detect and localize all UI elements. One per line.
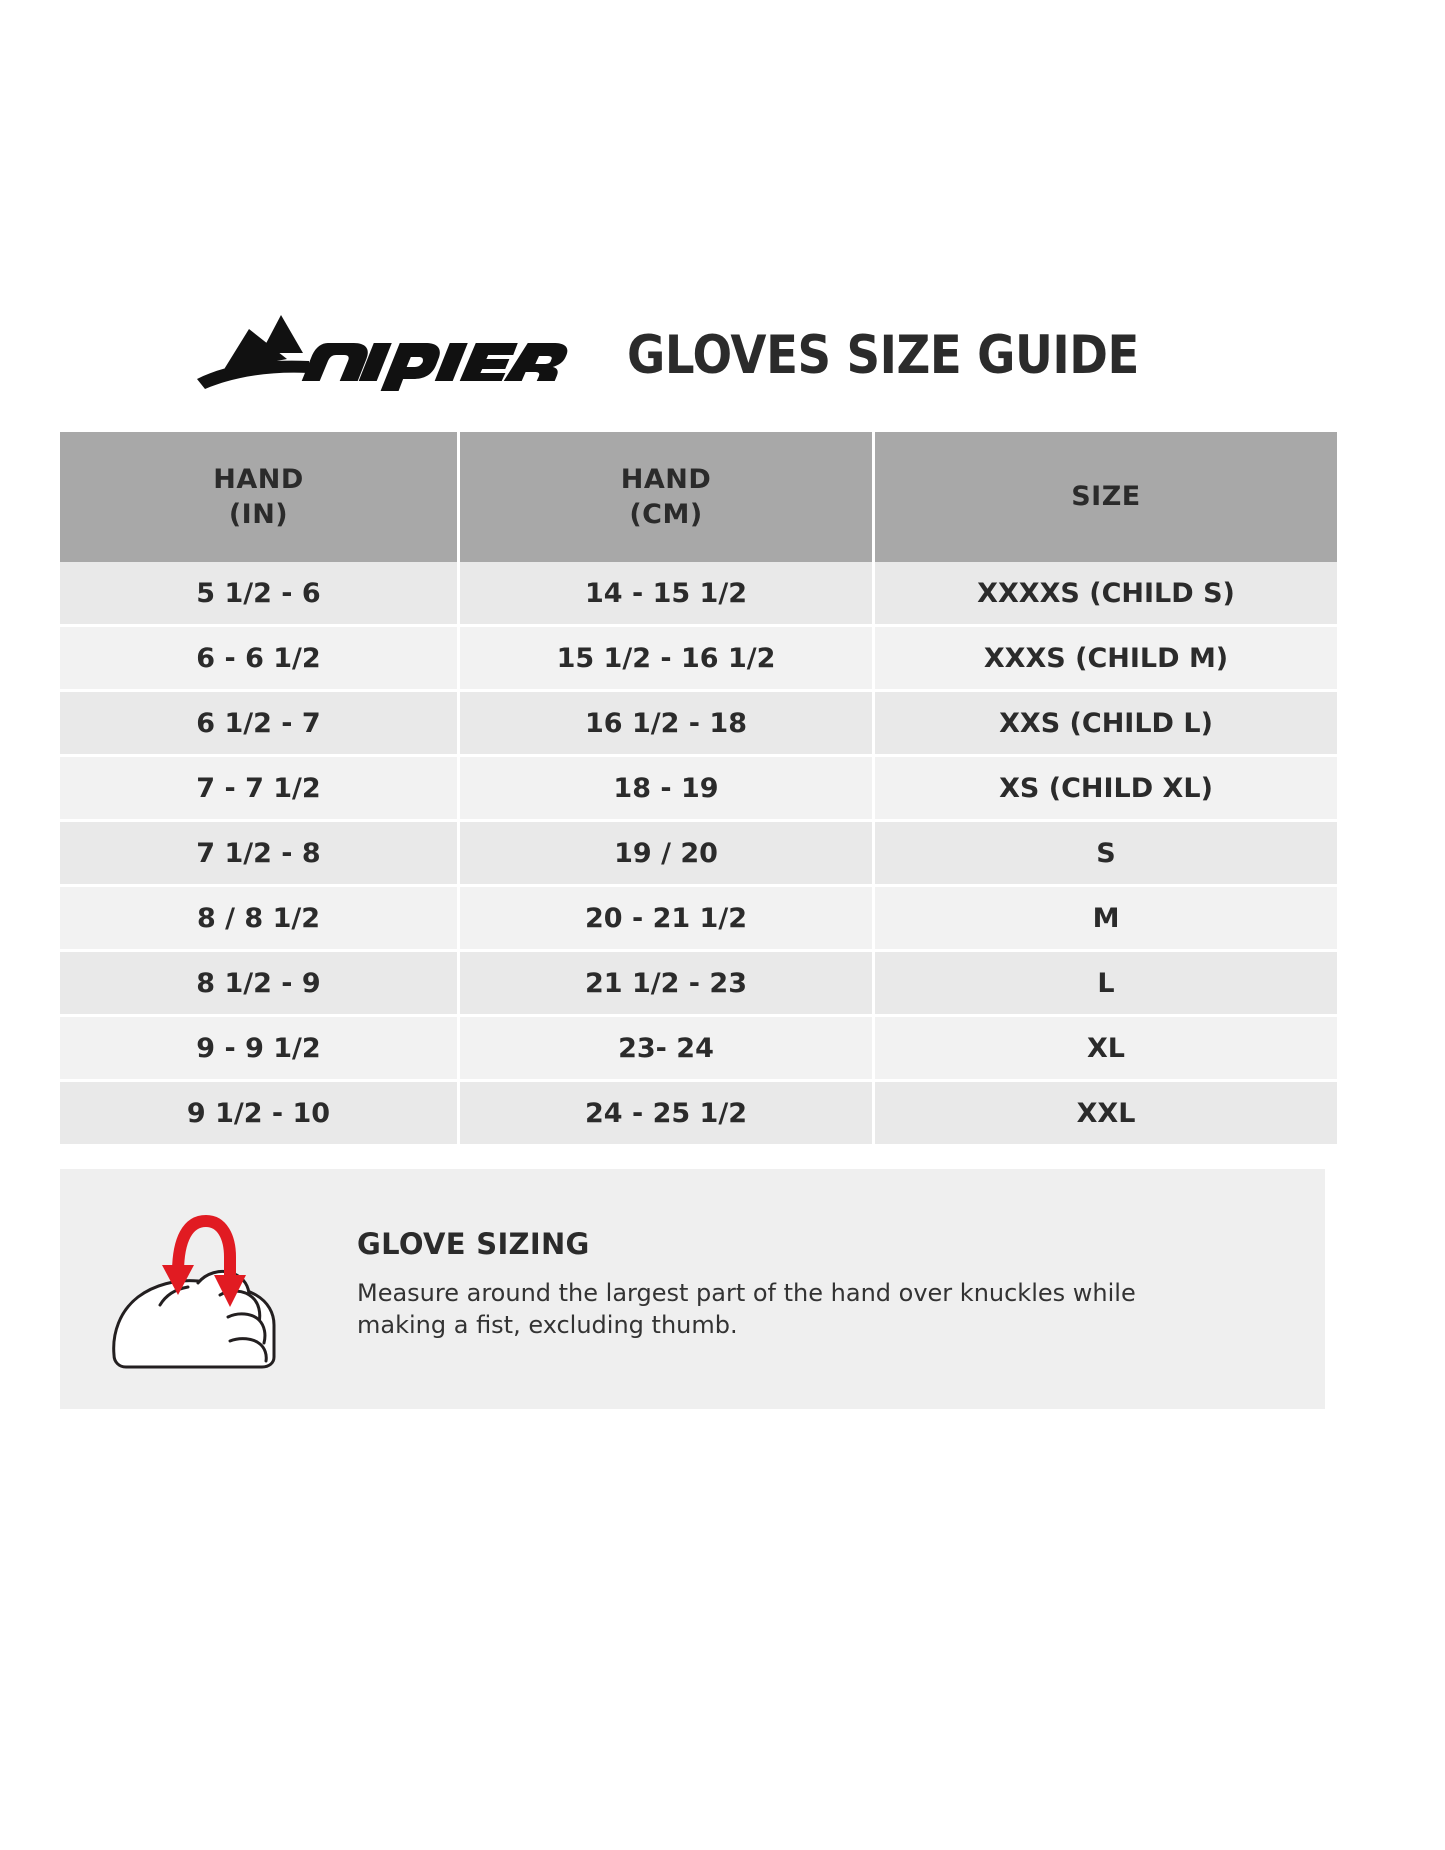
column-header-line1: HAND <box>213 463 304 495</box>
cell-hand-in: 7 - 7 1/2 <box>60 756 459 821</box>
cell-size: XS (CHILD XL) <box>874 756 1338 821</box>
column-header-line2: (CM) <box>629 499 703 530</box>
table-row <box>60 626 1337 691</box>
cell-hand-in: 7 1/2 - 8 <box>60 821 459 886</box>
table-row <box>60 1081 1337 1146</box>
cell-hand-in: 8 1/2 - 9 <box>60 951 459 1016</box>
cell-hand-cm: 20 - 21 1/2 <box>459 886 874 951</box>
info-text-block <box>317 1195 1157 1342</box>
cell-size: XXXS (CHILD M) <box>874 626 1338 691</box>
cell-hand-cm: 16 1/2 - 18 <box>459 691 874 756</box>
column-header-size <box>874 432 1338 562</box>
column-header-line1: HAND <box>620 463 712 495</box>
fist-measure-icon <box>102 1195 317 1385</box>
cell-size: XXS (CHILD L) <box>874 691 1338 756</box>
cell-size: S <box>874 821 1338 886</box>
table-header-row <box>60 432 1337 562</box>
cell-hand-in: 8 / 8 1/2 <box>60 886 459 951</box>
cell-hand-cm: 21 1/2 - 23 <box>459 951 874 1016</box>
alpinestars-star-logo-icon <box>185 309 585 401</box>
table-row <box>60 1016 1337 1081</box>
cell-hand-in: 5 1/2 - 6 <box>60 562 459 626</box>
info-body: Measure around the largest part of the hand over knuckles while making a fist, excluding thumb. <box>357 1279 1136 1340</box>
cell-hand-cm: 18 - 19 <box>459 756 874 821</box>
cell-hand-cm: 14 - 15 1/2 <box>459 562 874 626</box>
header <box>60 300 1385 410</box>
table-row <box>60 951 1337 1016</box>
cell-hand-in: 9 - 9 1/2 <box>60 1016 459 1081</box>
cell-hand-cm: 24 - 25 1/2 <box>459 1081 874 1146</box>
column-header-hand-cm <box>459 432 874 562</box>
table-row <box>60 821 1337 886</box>
cell-size: L <box>874 951 1338 1016</box>
cell-size: XL <box>874 1016 1338 1081</box>
cell-hand-cm: 19 / 20 <box>459 821 874 886</box>
column-header-line1: SIZE <box>1071 481 1141 513</box>
cell-hand-in: 6 1/2 - 7 <box>60 691 459 756</box>
cell-hand-cm: 15 1/2 - 16 1/2 <box>459 626 874 691</box>
cell-size: XXXXS (CHILD S) <box>874 562 1338 626</box>
cell-hand-cm: 23- 24 <box>459 1016 874 1081</box>
glove-sizing-info-panel <box>60 1169 1325 1409</box>
cell-hand-in: 6 - 6 1/2 <box>60 626 459 691</box>
column-header-hand-in <box>60 432 459 562</box>
table-body <box>60 562 1337 1146</box>
page-title: GLOVES SIZE GUIDE <box>627 324 1139 386</box>
size-table <box>60 432 1337 1147</box>
table-row <box>60 756 1337 821</box>
table-row <box>60 886 1337 951</box>
cell-size: M <box>874 886 1338 951</box>
info-title: GLOVE SIZING <box>357 1227 590 1261</box>
cell-size: XXL <box>874 1081 1338 1146</box>
cell-hand-in: 9 1/2 - 10 <box>60 1081 459 1146</box>
content-area <box>60 300 1385 1409</box>
table-header <box>60 432 1337 562</box>
table-row <box>60 562 1337 626</box>
column-header-line2: (IN) <box>228 499 289 530</box>
table-row <box>60 691 1337 756</box>
